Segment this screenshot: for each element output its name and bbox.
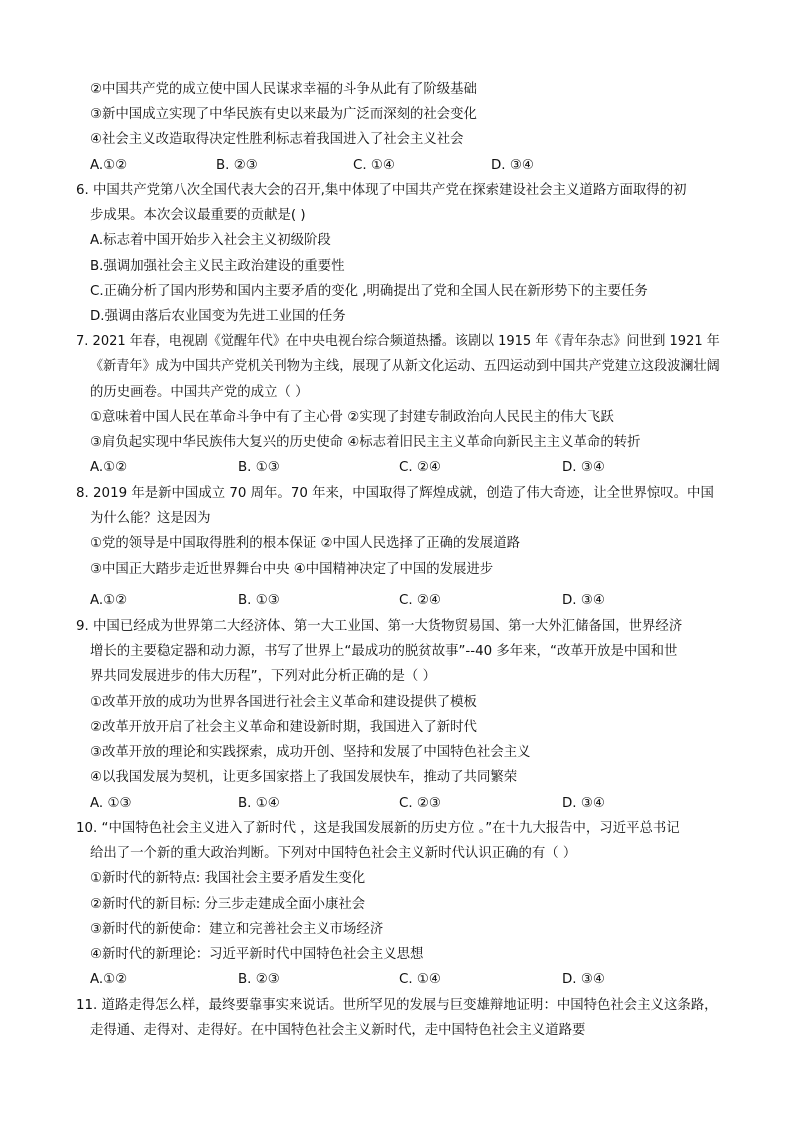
q5-option-d: D. ③④ xyxy=(491,158,534,173)
q9-option-a: A. ①③ xyxy=(90,796,132,811)
q8-option-b: B. ①③ xyxy=(238,593,280,608)
q8-stem-line-2: 为什么能？这是因为 xyxy=(90,511,211,526)
q8-statement-line-1: ①党的领导是中国取得胜利的根本保证 ②中国人民选择了正确的发展道路 xyxy=(90,536,520,551)
q9-option-c: C. ②③ xyxy=(399,796,441,811)
q10-option-b: B. ②③ xyxy=(238,972,280,987)
q8-statement-line-2: ③中国正大踏步走近世界舞台中央 ④中国精神决定了中国的发展进步 xyxy=(90,562,494,577)
q9-statement-1: ①改革开放的成功为世界各国进行社会主义革命和建设提供了模板 xyxy=(90,695,477,710)
q10-option-c: C. ①④ xyxy=(399,972,441,987)
q9-statement-2: ②改革开放开启了社会主义革命和建设新时期，我国进入了新时代 xyxy=(90,720,477,735)
q6-stem-line-2: 步成果。本次会议最重要的贡献是( ) xyxy=(90,208,306,223)
q6-option-d: D.强调由落后农业国变为先进工业国的任务 xyxy=(90,309,346,324)
q10-stem-line-2: 给出了一个新的重大政治判断。下列对中国特色社会主义新时代认识正确的有（ ） xyxy=(90,846,577,861)
q9-option-b: B. ①④ xyxy=(238,796,280,811)
q10-statement-3: ③新时代的新使命：建立和完善社会主义市场经济 xyxy=(90,922,384,937)
q11-stem-line-2: 走得通、走得对、走得好。在中国特色社会主义新时代，走中国特色社会主义道路要 xyxy=(90,1023,586,1038)
q5-statement-4: ④社会主义改造取得决定性胜利标志着我国进入了社会主义社会 xyxy=(90,132,464,147)
q7-statement-line-2: ③肩负起实现中华民族伟大复兴的历史使命 ④标志着旧民主主义革命向新民主主义革命的转折 xyxy=(90,435,641,450)
q10-option-a: A.①② xyxy=(90,972,128,987)
q5-option-b: B. ②③ xyxy=(216,158,258,173)
q8-option-d: D. ③④ xyxy=(562,593,605,608)
q7-option-a: A.①② xyxy=(90,460,128,475)
q6-option-b: B.强调加强社会主义民主政治建设的重要性 xyxy=(90,259,345,274)
q7-stem-line-3: 的历史画卷。中国共产党的成立（ ） xyxy=(90,385,309,400)
q9-statement-3: ③改革开放的理论和实践探索，成功开创、坚持和发展了中国特色社会主义 xyxy=(90,745,531,760)
q5-option-c: C. ①④ xyxy=(353,158,395,173)
q7-option-c: C. ②④ xyxy=(399,460,441,475)
q9-stem-line-3: 界共同发展进步的伟大历程”，下列对此分析正确的是（ ） xyxy=(90,669,436,684)
q7-statement-line-1: ①意味着中国人民在革命斗争中有了主心骨 ②实现了封建专制政治向人民民主的伟大飞跃 xyxy=(90,410,614,425)
q5-option-a: A.①② xyxy=(90,158,128,173)
q10-option-d: D. ③④ xyxy=(562,972,605,987)
q5-statement-2: ②中国共产党的成立使中国人民谋求幸福的斗争从此有了阶级基础 xyxy=(90,82,477,97)
q9-option-d: D. ③④ xyxy=(562,796,605,811)
q6-stem-line-1: 6. 中国共产党第八次全国代表大会的召开,集中体现了中国共产党在探索建设社会主义道路方面取得的初 xyxy=(76,183,687,198)
q5-statement-3: ③新中国成立实现了中华民族有史以来最为广泛而深刻的社会变化 xyxy=(90,107,477,122)
q10-statement-2: ②新时代的新目标: 分三步走建成全面小康社会 xyxy=(90,897,366,912)
q9-stem-line-1: 9. 中国已经成为世界第二大经济体、第一大工业国、第一大货物贸易国、第一大外汇储备国，世界经济 xyxy=(76,619,683,634)
q10-stem-line-1: 10. “中国特色社会主义进入了新时代 ，这是我国发展新的历史方位 。”在十九大报告中，习近平总书记 xyxy=(76,821,680,836)
q9-statement-4: ④以我国发展为契机，让更多国家搭上了我国发展快车，推动了共同繁荣 xyxy=(90,770,518,785)
q7-stem-line-1: 7. 2021 年春，电视剧《觉醒年代》在中央电视台综合频道热播。该剧以 1915 年《青年杂志》问世到 1921 年 xyxy=(76,334,720,349)
q8-stem-line-1: 8. 2019 年是新中国成立 70 周年。70 年来，中国取得了辉煌成就，创造了伟大奇迹，让全世界惊叹。中国 xyxy=(76,486,714,501)
q6-option-a: A.标志着中国开始步入社会主义初级阶段 xyxy=(90,233,331,248)
q7-stem-line-2: 《新青年》成为中国共产党机关刊物为主线，展现了从新文化运动、五四运动到中国共产党建立这段波澜壮阔 xyxy=(90,359,720,374)
q8-option-a: A.①② xyxy=(90,593,128,608)
q10-statement-4: ④新时代的新理论：习近平新时代中国特色社会主义思想 xyxy=(90,947,424,962)
q9-stem-line-2: 增长的主要稳定器和动力源，书写了世界上“最成功的脱贫故事”--40 多年来，“改革开放是中国和世 xyxy=(90,644,678,659)
q8-option-c: C. ②④ xyxy=(399,593,441,608)
q7-option-d: D. ③④ xyxy=(562,460,605,475)
q10-statement-1: ①新时代的新特点: 我国社会主要矛盾发生变化 xyxy=(90,871,366,886)
q11-stem-line-1: 11. 道路走得怎么样，最终要靠事实来说话。世所罕见的发展与巨变雄辩地证明：中国特色社会主义这条路， xyxy=(76,998,718,1013)
q7-option-b: B. ①③ xyxy=(238,460,280,475)
q6-option-c: C.正确分析了国内形势和国内主要矛盾的变化 ,明确提出了党和全国人民在新形势下的主要任务 xyxy=(90,284,648,299)
